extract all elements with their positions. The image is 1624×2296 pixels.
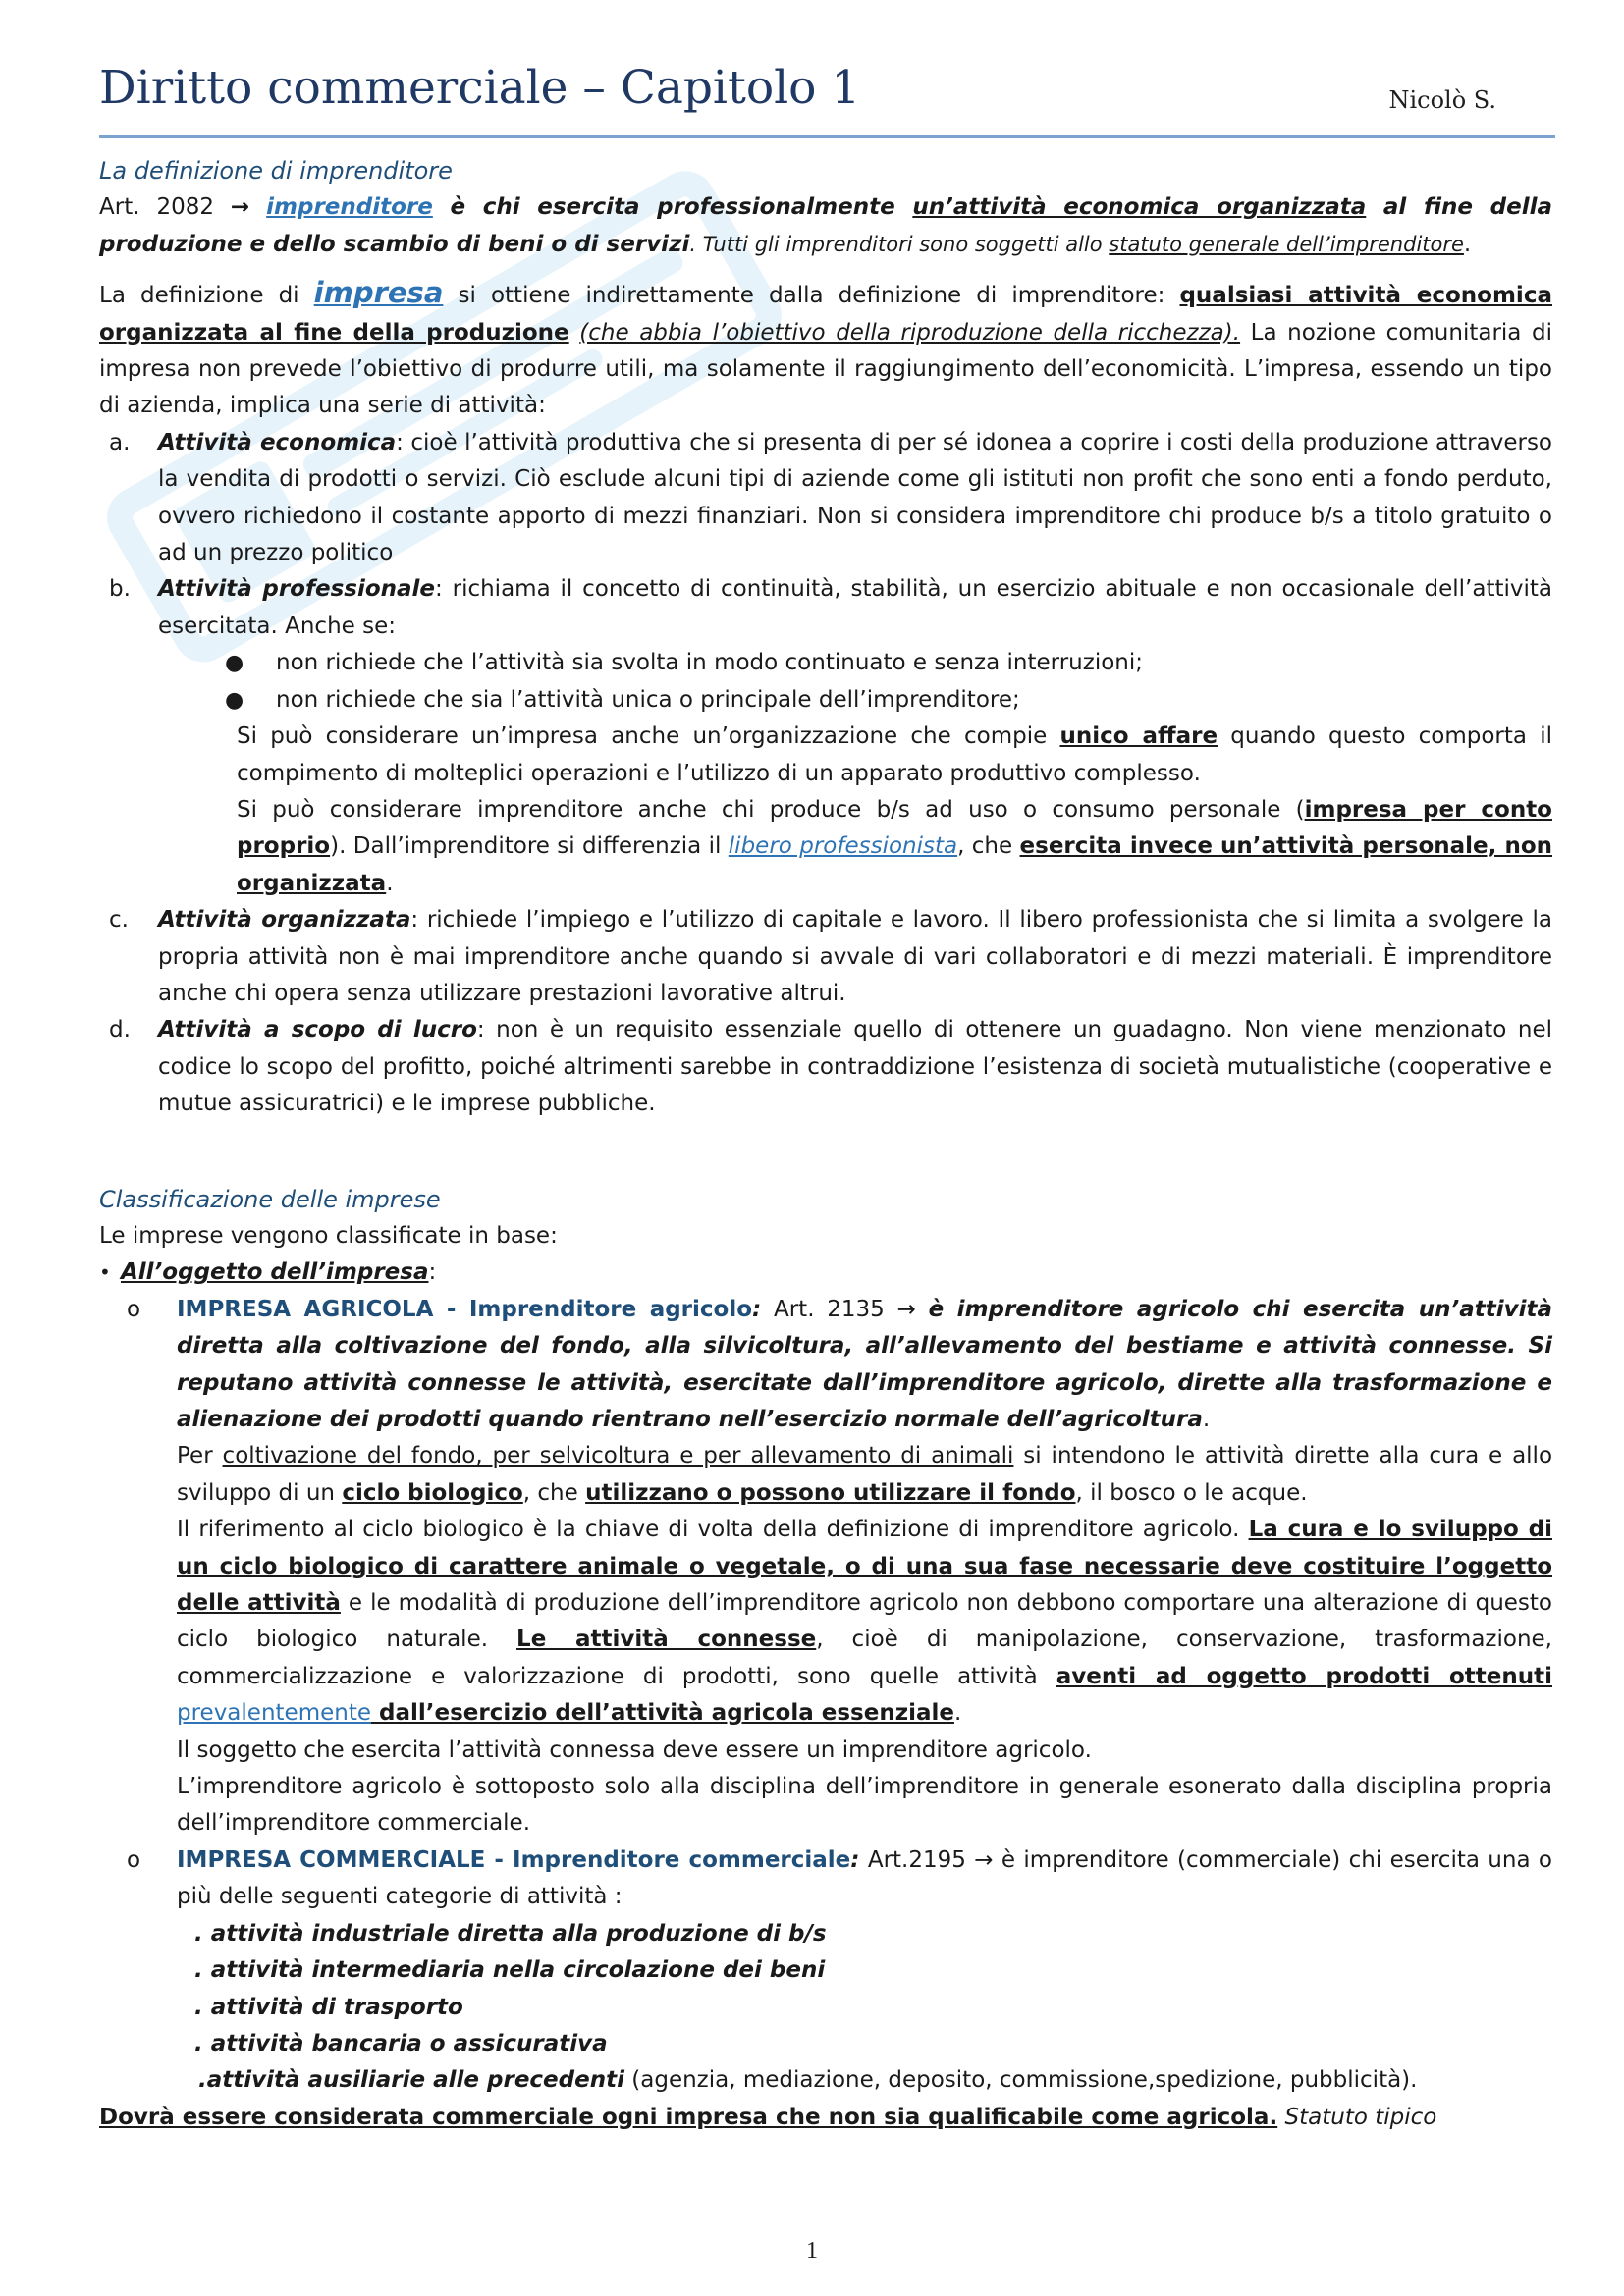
arrow-icon: → xyxy=(974,1846,994,1873)
agricola-paragraph: L’imprenditore agricolo è sottoposto solo alla disciplina dell’imprenditore in generale esonerato dalla disciplina propria dell’imprenditore commerciale. xyxy=(177,1774,1552,1837)
unico-affare-paragraph: Si può considerare un’impresa anche un’organizzazione che compie unico affare quando questo comporta il compimento di molteplici operazioni e l’utilizzo di un apparato produttivo complesso. xyxy=(237,723,1552,786)
bullet-item: ● non richiede che sia l’attività unica o principale dell’imprenditore; xyxy=(99,682,1552,719)
impresa-definition-paragraph: La definizione di impresa si ottiene indirettamente dalla definizione di imprenditore: qualsiasi attività economica organizzata al fine della produzione (che abbia l’obiettivo della riproduzione della ricchezza). La nozione comunitaria di impresa non prevede l’obiettivo di produrre utili, ma solamente il raggiungimento dell’economicità. L’impresa, essendo un tipo di azienda, implica una serie di attività: xyxy=(99,276,1552,419)
page-number: 1 xyxy=(806,2238,818,2264)
list-item: a. Attività economica: cioè l’attività produttiva che si presenta di per sé idonea a coprire i costi della produzione attraverso la vendita di prodotti o servizi. Ciò esclude alcuni tipi di aziende come gli istituti non profit che sono enti a fondo perduto, ovvero richiedono il costante apporto di mezzi finanziari. Non si considera imprenditore chi produce b/s a titolo gratuito o ad un prezzo politico xyxy=(109,429,1552,566)
page-header xyxy=(99,57,1555,138)
keyword-impresa: impresa xyxy=(313,276,444,310)
section-heading-classificazione: Classificazione delle imprese xyxy=(99,1185,441,1213)
final-statement: Dovrà essere considerata commerciale ogni impresa che non sia qualificabile come agricola. Statuto tipico xyxy=(99,2104,1437,2130)
document-body xyxy=(99,153,1552,2136)
arrow-icon: → xyxy=(230,194,250,221)
bullet-icon: ● xyxy=(225,687,244,713)
list-item: c. Attività organizzata: richiede l’impiego e l’utilizzo di capitale e lavoro. Il libero professionista che si limita a svolgere la propria attività non è mai imprenditore anche quando si avvale di vari collaboratori e di mezzi materiali. È imprenditore anche chi opera senza utilizzare prestazioni lavorative altrui. xyxy=(109,907,1552,1006)
keyword-imprenditore: imprenditore xyxy=(266,194,433,221)
list-item: b. Attività professionale: richiama il concetto di continuità, stabilità, un esercizio abituale e non occasionale dell’attività esercitata. Anche se: xyxy=(109,576,1552,639)
page-title: Diritto commerciale – Capitolo 1 xyxy=(99,61,861,115)
impresa-agricola-item: o IMPRESA AGRICOLA - Imprenditore agricolo: Art. 2135 → è imprenditore agricolo chi esercita un’attività diretta alla coltivazione del fondo, alla silvicoltura, all’allevamento del bestiame e attività connesse. Si reputano attività connesse le attività, esercitate dall’imprenditore agricolo, dirette alla trasformazione e alienazione dei prodotti quando rientrano nell’esercizio normale dell’agricoltura. xyxy=(127,1296,1552,1432)
impresa-commerciale-item: o IMPRESA COMMERCIALE - Imprenditore commerciale: Art.2195 → è imprenditore (commerciale) chi esercita una o più delle seguenti categorie di attività : xyxy=(127,1846,1552,1910)
bullet-icon: • xyxy=(99,1260,111,1285)
list-item: . attività bancaria o assicurativa xyxy=(194,2030,608,2056)
bullet-icon: ● xyxy=(225,651,244,676)
libero-professionista-paragraph: Si può considerare imprenditore anche chi produce b/s ad uso o consumo personale (impresa per conto proprio). Dall’imprenditore si differenzia il libero professionista, che esercita invece un’attività personale, non organizzata. xyxy=(237,796,1552,896)
list-item: . attività industriale diretta alla produzione di b/s xyxy=(194,1920,827,1947)
agricola-paragraph: Il soggetto che esercita l’attività connessa deve essere un imprenditore agricolo. xyxy=(177,1736,1092,1763)
list-item: d. Attività a scopo di lucro: non è un requisito essenziale quello di ottenere un guadagno. Non viene menzionato nel codice lo scopo del profitto, poiché altrimenti sarebbe in contraddizione l’esistenza di società mutualistiche (cooperative e mutue assicuratrici) e le imprese pubbliche. xyxy=(109,1017,1552,1117)
classification-intro: Le imprese vengono classificate in base: xyxy=(99,1222,558,1249)
list-item: . attività di trasporto xyxy=(194,1994,463,2020)
art-2082-paragraph: Art. 2082 → imprenditore è chi esercita professionalmente un’attività economica organizzata al fine della produzione e dello scambio di beni o di servizi. Tutti gli imprenditori sono soggetti allo statuto generale dell’imprenditore. xyxy=(99,194,1552,257)
list-item: .attività ausiliarie alle precedenti (agenzia, mediazione, deposito, commissione,spedizione, pubblicità). xyxy=(198,2067,1418,2094)
section-heading-definizione: La definizione di imprenditore xyxy=(99,157,453,185)
list-item: . attività intermediaria nella circolazione dei beni xyxy=(194,1957,826,1984)
agricola-paragraph: Per coltivazione del fondo, per selvicoltura e per allevamento di animali si intendono le attività dirette alla cura e allo sviluppo di un ciclo biologico, che utilizzano o possono utilizzare il fondo, il bosco o le acque. xyxy=(177,1443,1553,1506)
bullet-item: ● non richiede che l’attività sia svolta in modo continuato e senza interruzioni; xyxy=(99,645,1552,681)
agricola-paragraph: Il riferimento al ciclo biologico è la chiave di volta della definizione di imprenditore agricolo. La cura e lo sviluppo di un ciclo biologico di carattere animale o vegetale, o di una sua fase necessarie deve costituire l’oggetto delle attività e le modalità di produzione dell’imprenditore agricolo non debbono comportare una alterazione di questo ciclo biologico naturale. Le attività connesse, cioè di manipolazione, conservazione, trasformazione, commercializzazione e valorizzazione di prodotti, sono quelle attività aventi ad oggetto prodotti ottenuti prevalentemente dall’esercizio dell’attività agricola essenziale. xyxy=(177,1517,1552,1727)
arrow-icon: → xyxy=(896,1296,916,1322)
author-name: Nicolò S. xyxy=(1388,86,1496,114)
oggetto-impresa-lead: • All’oggetto dell’impresa: xyxy=(99,1255,1552,1291)
